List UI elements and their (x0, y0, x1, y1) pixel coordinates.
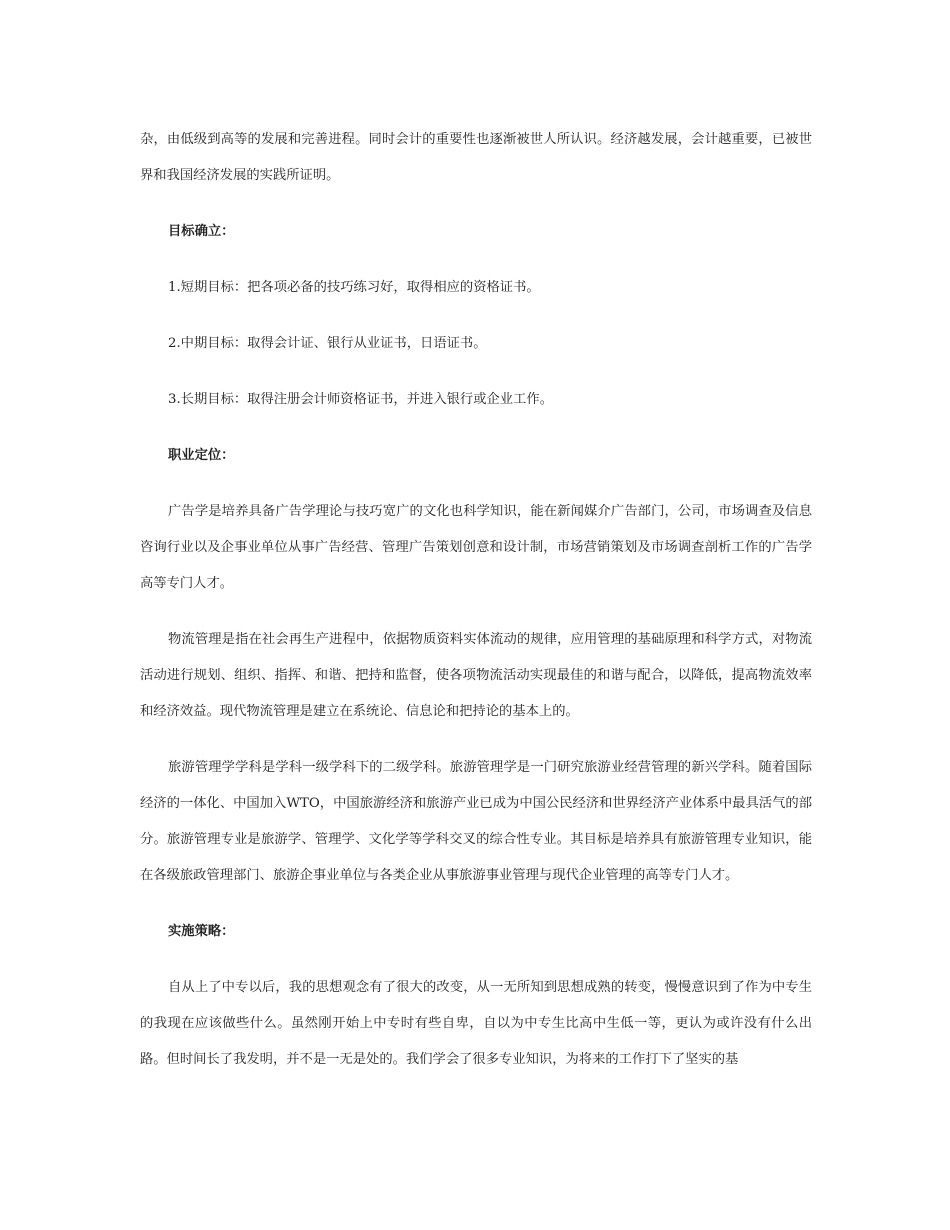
strategy-paragraph: 自从上了中专以后，我的思想观念有了很大的改变，从一无所知到思想成熟的转变，慢慢意识到了作为中专生的我现在应该做些什么。虽然刚开始上中专时有些自卑，自以为中专生比高中生低一等，更认为或许没有什么出路。但时间长了我发明，并不是一无是处的。我们学会了很多专业知识，为将来的工作打下了坚实的基 (140, 980, 812, 1067)
positioning-paragraph-tourism: 旅游管理学学科是学科一级学科下的二级学科。旅游管理学是一门研究旅游业经营管理的新兴学科。随着国际经济的一体化、中国加入WTO，中国旅游经济和旅游产业已成为中国公民经济和世界经济产业体系中最具活气的部分。旅游管理专业是旅游学、管理学、文化学等学科交叉的综合性专业。其目标是培养具有旅游管理专业知识，能在各级旅政管理部门、旅游企事业单位与各类企业从事旅游事业管理与现代企业管理的高等专门人才。 (140, 760, 812, 883)
goal-item: 1.短期目标：把各项必备的技巧练习好，取得相应的资格证书。 (168, 280, 540, 295)
intro-paragraph: 杂，由低级到高等的发展和完善进程。同时会计的重要性也逐渐被世人所认识。经济越发展，会计越重要，已被世界和我国经济发展的实践所证明。 (140, 132, 812, 183)
goal-item: 3.长期目标：取得注册会计师资格证书，并进入银行或企业工作。 (168, 392, 553, 407)
positioning-paragraph-logistics: 物流管理是指在社会再生产进程中，依据物质资料实体流动的规律，应用管理的基础原理和科学方式，对物流活动进行规划、组织、指挥、和谐、把持和监督，使各项物流活动实现最佳的和谐与配合，以降低，提高物流效率和经济效益。现代物流管理是建立在系统论、信息论和把持论的基本上的。 (140, 632, 812, 719)
document-page (140, 122, 812, 1078)
positioning-heading: 职业定位： (168, 448, 235, 463)
strategy-heading: 实施策略： (168, 924, 235, 939)
goal-item: 2.中期目标：取得会计证、银行从业证书，日语证书。 (168, 336, 487, 351)
goals-heading: 目标确立： (168, 224, 235, 239)
positioning-paragraph-advertising: 广告学是培养具备广告学理论与技巧宽广的文化也科学知识，能在新闻媒介广告部门，公司，市场调查及信息咨询行业以及企事业单位从事广告经营、管理广告策划创意和设计制，市场营销策划及市场调查剖析工作的广告学高等专门人才。 (140, 504, 812, 591)
